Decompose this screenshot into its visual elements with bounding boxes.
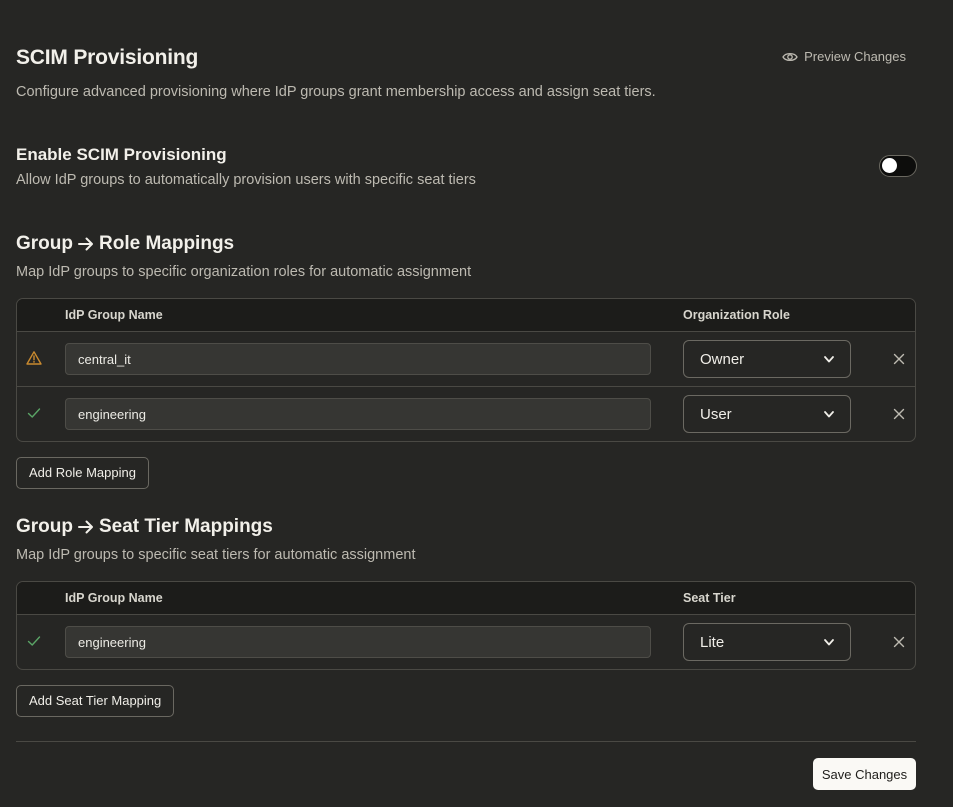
idp-group-name-input[interactable] bbox=[65, 343, 651, 375]
check-icon bbox=[26, 633, 42, 649]
role-mappings-description: Map IdP groups to specific organization roles for automatic assignment bbox=[16, 264, 472, 280]
seat-tier-mappings-description: Map IdP groups to specific seat tiers for automatic assignment bbox=[16, 547, 416, 563]
role-mappings-title-prefix: Group bbox=[16, 233, 73, 254]
chevron-down-icon bbox=[824, 639, 834, 646]
select-value: Owner bbox=[700, 350, 745, 368]
column-header-group: IdP Group Name bbox=[65, 591, 163, 605]
seat-tier-select[interactable] bbox=[683, 623, 851, 661]
close-icon[interactable] bbox=[892, 635, 906, 649]
role-mappings-title-suffix: Role Mappings bbox=[99, 233, 235, 254]
preview-changes-button[interactable] bbox=[782, 49, 906, 64]
close-icon[interactable] bbox=[892, 407, 906, 421]
add-role-mapping-button[interactable]: Add Role Mapping bbox=[16, 457, 149, 489]
scim-section-title: Enable SCIM Provisioning bbox=[16, 145, 227, 164]
eye-icon bbox=[782, 51, 798, 63]
preview-changes-label: Preview Changes bbox=[804, 49, 906, 64]
select-value: Lite bbox=[700, 633, 725, 651]
toggle-knob bbox=[882, 158, 897, 173]
scim-toggle[interactable] bbox=[879, 155, 917, 177]
footer-divider bbox=[16, 741, 916, 742]
column-header-role: Organization Role bbox=[683, 308, 790, 322]
table-header bbox=[17, 582, 915, 614]
arrow-right-icon bbox=[78, 237, 94, 251]
column-header-seat-tier: Seat Tier bbox=[683, 591, 736, 605]
seat-tier-mappings-title bbox=[16, 516, 273, 538]
organization-role-select[interactable] bbox=[683, 340, 851, 378]
page-title: SCIM Provisioning bbox=[16, 46, 199, 69]
idp-group-name-input[interactable] bbox=[65, 626, 651, 658]
role-mappings-title bbox=[16, 233, 234, 255]
chevron-down-icon bbox=[824, 411, 834, 418]
close-icon[interactable] bbox=[892, 352, 906, 366]
table-row bbox=[17, 386, 915, 441]
idp-group-name-input[interactable] bbox=[65, 398, 651, 430]
select-value: User bbox=[700, 405, 732, 423]
add-seat-tier-mapping-button[interactable]: Add Seat Tier Mapping bbox=[16, 685, 174, 717]
seat-tier-mappings-title-suffix: Seat Tier Mappings bbox=[99, 516, 273, 537]
check-icon bbox=[26, 405, 42, 421]
arrow-right-icon bbox=[78, 520, 94, 534]
chevron-down-icon bbox=[824, 356, 834, 363]
organization-role-select[interactable] bbox=[683, 395, 851, 433]
table-row bbox=[17, 331, 915, 386]
warning-triangle-icon bbox=[26, 350, 42, 366]
table-row bbox=[17, 614, 915, 669]
page-subtitle: Configure advanced provisioning where IdP groups grant membership access and assign seat tiers. bbox=[16, 84, 656, 100]
seat-tier-mappings-title-prefix: Group bbox=[16, 516, 73, 537]
role-mappings-table bbox=[16, 298, 916, 442]
seat-tier-mappings-table bbox=[16, 581, 916, 670]
column-header-group: IdP Group Name bbox=[65, 308, 163, 322]
table-header bbox=[17, 299, 915, 331]
scim-section-description: Allow IdP groups to automatically provision users with specific seat tiers bbox=[16, 172, 476, 188]
save-changes-button[interactable]: Save Changes bbox=[813, 758, 916, 790]
